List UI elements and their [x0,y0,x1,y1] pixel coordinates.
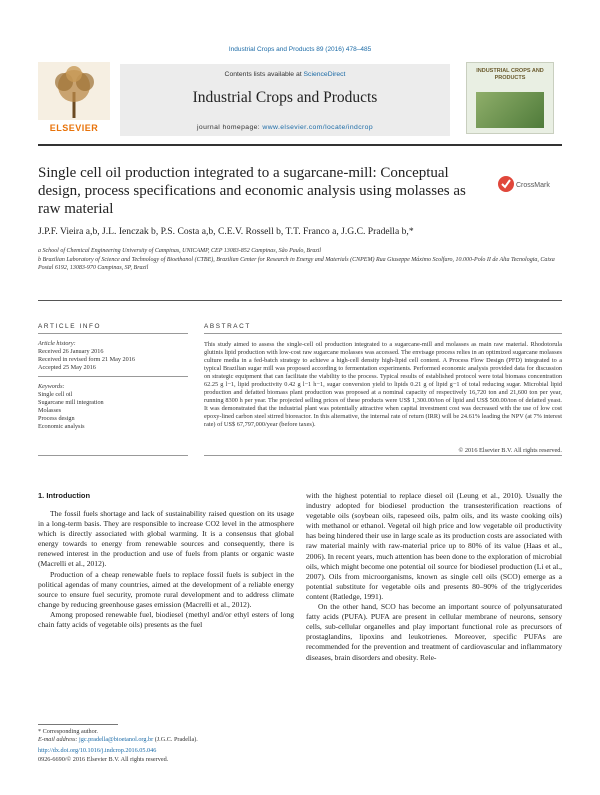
abstract-rule [204,333,562,334]
keyword-item: Single cell oil [38,390,73,398]
issn-line: 0926-6690/© 2016 Elsevier B.V. All rights reserved. [38,755,169,763]
article-title: Single cell oil production integrated to a sugarcane-mill: Conceptual design, process specifications and economic analysis using molasses as raw material [38,165,466,217]
elsevier-tree-logo [38,62,110,130]
article-info-bottom-rule [38,455,188,456]
authors-line: J.P.F. Vieira a,b, J.L. Ienczak b, P.S. Costa a,b, C.E.V. Rossell b, T.T. Franco a, J.G.C. Pradella b,* [38,226,414,237]
accepted-date: Accepted 25 May 2016 [38,363,96,371]
email-suffix: (J.G.C. Pradella). [153,736,198,744]
keyword-item: Molasses [38,406,62,414]
abstract-heading: ABSTRACT [204,323,251,330]
crossmark-label: CrossMark [516,182,550,189]
email-link[interactable]: jgc.pradella@bioetanol.org.br [79,736,154,744]
elsevier-wordmark: ELSEVIER [49,123,99,133]
copyright-notice: © 2016 Elsevier B.V. All rights reserved. [458,447,562,454]
body-column-left [38,509,294,630]
keyword-item: Process design [38,414,75,422]
corresponding-author-note: * Corresponding author. [38,728,98,735]
sciencedirect-link[interactable]: ScienceDirect [303,71,346,78]
body-column-right [306,491,562,663]
affiliation-a: a School of Chemical Engineering University of Campinas, UNICAMP, CEP 13083-852 Campinas, São Paulo, Brazil [38,248,322,254]
email-label: E-mail address: [38,736,80,744]
abstract-bottom-rule [204,455,562,456]
journal-reference[interactable]: Industrial Crops and Products 89 (2016) 478–485 [228,46,372,53]
body-paragraph: On the other hand, SCO has become an important source of polyunsaturated fatty acids (PUFA). PUFA are present in cellular membrane of neurons, sensory cells, sub-cellular organelles and play important functional role as precursors of prostaglandins, lipoxins and leukotrienes. Moreover, specific PUFAs are recommended for the prevention and treatment of cardiovascular and inflammatory diseases, brain disorders and obesity. Rele- [306,602,562,662]
homepage-link[interactable]: www.elsevier.com/locate/indcrop [262,124,374,131]
article-info-divider [38,376,188,377]
cover-image [476,92,544,128]
email-line [38,736,338,744]
contents-prefix: Contents lists available at [224,71,304,78]
affiliation-b: b Brazilian Laboratory of Science and Technology of Bioethanol (CTBE), Brazilian Center for Research in Energy and Materials (CNPEM) Rua Giuseppe Máximo Scolfaro, 10.000-Polo II de Alta Tecnologia, Caixa Postal 6192, 13083-970 Campinas, SP, Brazil [38,257,555,271]
introduction-heading: 1. Introduction [38,491,91,500]
doi-block [38,747,338,764]
abstract-text: This study aimed to assess the single-cell oil production integrated to a sugarcane-mill and molasses as main raw material. Rhodotorula glutinis lipid production with low-cost raw sugarcane molasses was accessed. The envisage process relies in an optimized sugarcane molasses culture media in a fed-batch strategy to achieve a high-cell density high-lipid cell content. A Process Flow Design (PFD) integrated to a typical Brazilian sugar mill was proposed according to fermentation experiments. Performed economic analysis provided data for discussion on strategic equipment that can facilitate the viability to the process. Typical results of established protocol were total biomass concentration 62.25 g l−1, lipid productivity 0.42 g l−1 h−1, sugar conversion yield to lipids 0.21 g of lipid g−1 of total reducing sugar. Microbial lipid production and defatted biomass plant production was proposed at a nominal capacity of respectively 16,720 ton and 21,600 ton per year, running 8300 h per year. The projected selling prices of these products were US$ 1,300.00/ton of lipid and US$ 500.00/ton of defatted yeast. It was demonstrated that the industrial plant was potentially attractive when capital investment cost was decreased with the use of low cost epoxy-lined carbon steel stirred bioreactor. In this alternative, the internal rate of return (IRR) will be 24.61% leading the NPV (at 7% interest rate) of US$ 67,797,000/year (before taxes). [204,341,562,428]
keywords-label: Keywords: [38,383,65,390]
header-rule [38,144,562,146]
received-date: Received 26 January 2016 [38,347,104,355]
section-rule [38,300,562,301]
keyword-item: Sugarcane mill integration [38,398,104,406]
doi-link[interactable]: http://dx.doi.org/10.1016/j.indcrop.2016.05.046 [38,747,157,754]
article-info-heading: ARTICLE INFO [38,323,102,330]
homepage-line [120,124,450,131]
footnote-rule [38,724,118,725]
article-info-rule [38,333,188,334]
journal-title: Industrial Crops and Products [192,89,378,106]
crossmark-icon[interactable] [497,172,550,196]
homepage-prefix: journal homepage: [196,124,263,131]
body-paragraph: with the highest potential to replace diesel oil (Leung et al., 2010). Usually the industry adopted for biodiesel production the transesterification reactions of vegetable oils (soybean oils, rapeseed oils, palm oils, and its waste cooking oils) with methanol or ethanol. Vegetal oil high price and low vegetable oil productivity has being hindered their use in large scale as its production costs are associated with raw material mainly with raw-material price up to 80% of its value (Haas et al., 2006). In recent years, much attention has been done to the exploration of microbial oils, which might become one potential oil source for biodiesel production (Li et al., 2007). Oils from microorganisms, known as single cell oils (SCO) emerge as a potential substitute for vegetable oils and presents 80–90% of the triglycerides content (Ratledge, 1991). [306,491,563,601]
revised-date: Received in revised form 21 May 2016 [38,355,135,363]
footnote [38,728,338,744]
body-paragraph: Production of a cheap renewable fuels to replace fossil fuels is subject in the political agendas of many countries, aimed at the development of a reliable energy source to ensure fuel security, promote rural development and to address climate change by reducing greenhouse gases emission (Macrelli et al., 2012). [38,569,294,609]
body-paragraph: The fossil fuels shortage and lack of sustainability raised question on its usage in a long-term basis. They are responsible to increase CO2 level in the atmosphere which is directly associated with global warming. It is a consensus that global energy towards to energy from renewable sources and consequently, there is renewed interest in the production and use of fuels from plants or organic waste (Macrelli et al., 2012). [38,509,294,569]
cover-title: INDUSTRIAL CROPS AND PRODUCTS [476,68,544,81]
keywords-block [38,383,188,430]
contents-line [120,71,450,78]
article-history [38,340,188,372]
body-paragraph: Among proposed renewable fuel, biodiesel (methyl and/or ethyl esters of long chain fatty acids of vegetable oils) presents as the fuel [38,609,294,630]
keyword-item: Economic analysis [38,422,85,430]
history-label: Article history: [38,340,76,347]
